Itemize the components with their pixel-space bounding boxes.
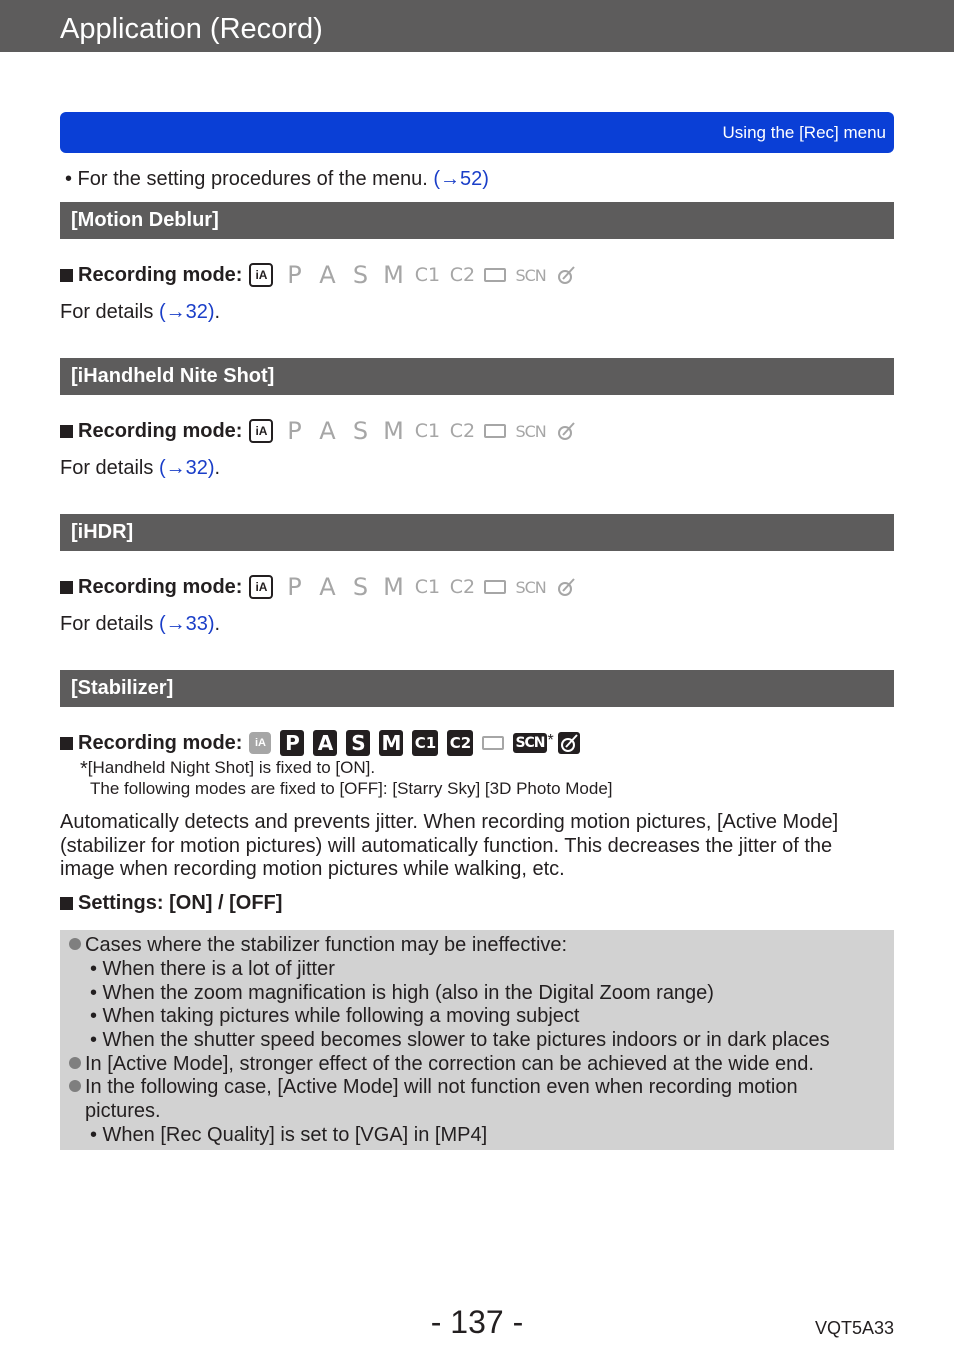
s-mode-icon: S (346, 730, 370, 756)
document-code: VQT5A33 (814, 1318, 894, 1338)
creative-control-icon (558, 732, 580, 754)
panorama-mode-icon (482, 736, 504, 750)
bullet-dot-icon (69, 938, 81, 950)
intro-label: • For the setting procedures of the menu. (65, 168, 434, 190)
ia-mode-icon: iA (249, 575, 273, 599)
recording-mode-row (60, 259, 586, 291)
chapter-title: Application (Record) (60, 13, 323, 45)
details-page-link[interactable]: (→32) (158, 301, 215, 323)
stabilizer-description (60, 811, 894, 882)
c2-mode-icon: C2 (449, 576, 476, 598)
m-mode-icon: M (383, 417, 404, 445)
c1-mode-icon: C1 (412, 730, 438, 756)
p-mode-icon: P (280, 730, 304, 756)
note-bullet-1 (69, 933, 567, 957)
footnote-line-1 (80, 757, 375, 780)
scn-mode-icon: SCN (515, 577, 546, 597)
creative-control-icon (555, 420, 577, 442)
bullet-square-icon (60, 737, 73, 750)
scn-mode-icon: SCN (515, 265, 546, 285)
settings-text: Settings: [ON] / [OFF] (78, 892, 283, 914)
s-mode-icon: S (352, 261, 369, 289)
details-page-link[interactable]: (→33) (158, 613, 215, 635)
panorama-mode-icon (484, 424, 506, 438)
intro-text (65, 167, 489, 191)
ia-mode-icon: iA (249, 732, 271, 754)
note-bullet-3 (69, 1075, 798, 1099)
p-mode-icon: P (287, 573, 302, 601)
mode-icons (249, 418, 585, 444)
mode-icons (249, 574, 585, 600)
footnote-text: [Handheld Night Shot] is fixed to [ON]. (87, 758, 376, 777)
details-page-link[interactable]: (→32) (158, 457, 215, 479)
details-line: For details (→33). (60, 613, 221, 635)
section-header-ihandheld-nite-shot (60, 358, 894, 395)
p-mode-icon: P (287, 417, 302, 445)
recording-mode-label: Recording mode: (78, 263, 243, 286)
recording-mode-row (60, 571, 586, 603)
section-title: [Motion Deblur] (71, 209, 219, 231)
details-label: For details (60, 301, 159, 323)
settings-row (60, 891, 282, 915)
note-sub-item: • When there is a lot of jitter (90, 958, 335, 980)
c2-mode-icon: C2 (449, 264, 476, 286)
recording-mode-label: Recording mode: (78, 419, 243, 442)
c2-mode-icon: C2 (447, 730, 473, 756)
note-text: In [Active Mode], stronger effect of the correction can be achieved at the wide end. (85, 1053, 814, 1075)
scn-mode-icon: SCN (515, 735, 545, 751)
m-mode-icon: M (383, 573, 404, 601)
creative-control-icon (555, 576, 577, 598)
bullet-square-icon (60, 581, 73, 594)
bullet-square-icon (60, 897, 73, 910)
c2-mode-icon: C2 (449, 420, 476, 442)
details-label: For details (60, 457, 159, 479)
note-bullet-2 (69, 1052, 814, 1076)
note-sub-item: • When the zoom magnification is high (also in the Digital Zoom range) (90, 982, 714, 1004)
section-header-ihdr (60, 514, 894, 551)
details-line: For details (→32). (60, 301, 221, 323)
p-mode-icon: P (287, 261, 302, 289)
ia-mode-icon: iA (249, 263, 273, 287)
c1-mode-icon: C1 (414, 420, 441, 442)
bullet-square-icon (60, 425, 73, 438)
top-bar (0, 0, 954, 52)
a-mode-icon: A (319, 261, 336, 289)
rec-menu-banner[interactable] (60, 112, 894, 153)
section-header-motion-deblur (60, 202, 894, 239)
ia-mode-icon: iA (249, 419, 273, 443)
rec-menu-link[interactable]: Using the [Rec] menu (722, 123, 886, 142)
s-mode-icon: S (352, 573, 369, 601)
note-continuation: pictures. (85, 1100, 161, 1122)
c1-mode-icon: C1 (414, 576, 441, 598)
recording-mode-row (60, 415, 586, 447)
description-line: Automatically detects and prevents jitter. When recording motion pictures, [Active Mode] (60, 811, 839, 833)
section-title: [iHandheld Nite Shot] (71, 365, 275, 387)
recording-mode-label: Recording mode: (78, 575, 243, 598)
bullet-dot-icon (69, 1057, 81, 1069)
section-header-stabilizer (60, 670, 894, 707)
m-mode-icon: M (379, 730, 403, 756)
section-title: [Stabilizer] (71, 677, 174, 699)
details-line: For details (→32). (60, 457, 221, 479)
a-mode-icon: A (319, 417, 336, 445)
bullet-square-icon (60, 269, 73, 282)
intro-page-link[interactable]: (→52) (433, 168, 489, 190)
description-line: (stabilizer for motion pictures) will automatically function. This decreases the jitter of the (60, 834, 833, 857)
note-sub-item: • When the shutter speed becomes slower to take pictures indoors or in dark places (90, 1029, 830, 1051)
recording-mode-label: Recording mode: (78, 731, 243, 754)
mode-icons (249, 262, 585, 288)
description-line: image when recording motion pictures while walking, etc. (60, 858, 565, 880)
recording-mode-row (60, 727, 589, 759)
notes-box (60, 930, 894, 1150)
mode-icons (249, 730, 588, 756)
panorama-mode-icon (484, 268, 506, 282)
a-mode-icon: A (313, 730, 337, 756)
note-sub-item: • When [Rec Quality] is set to [VGA] in [MP4] (90, 1124, 488, 1146)
creative-control-icon (555, 264, 577, 286)
scn-mode-icon: SCN (515, 421, 546, 441)
footnote-asterisk: * (80, 758, 88, 780)
note-sub-item: • When taking pictures while following a moving subject (90, 1005, 580, 1027)
note-text: Cases where the stabilizer function may be ineffective: (85, 934, 568, 956)
section-title: [iHDR] (71, 521, 134, 543)
page-number: - 137 - (430, 1304, 524, 1340)
details-label: For details (60, 613, 159, 635)
asterisk-mark: * (547, 732, 554, 749)
a-mode-icon: A (319, 573, 336, 601)
bullet-dot-icon (69, 1080, 81, 1092)
c1-mode-icon: C1 (414, 264, 441, 286)
note-text: In the following case, [Active Mode] will not function even when recording motion (85, 1076, 798, 1098)
panorama-mode-icon (484, 580, 506, 594)
m-mode-icon: M (383, 261, 404, 289)
s-mode-icon: S (352, 417, 369, 445)
footnote-line-2: The following modes are fixed to [OFF]: [Starry Sky] [3D Photo Mode] (90, 779, 613, 798)
